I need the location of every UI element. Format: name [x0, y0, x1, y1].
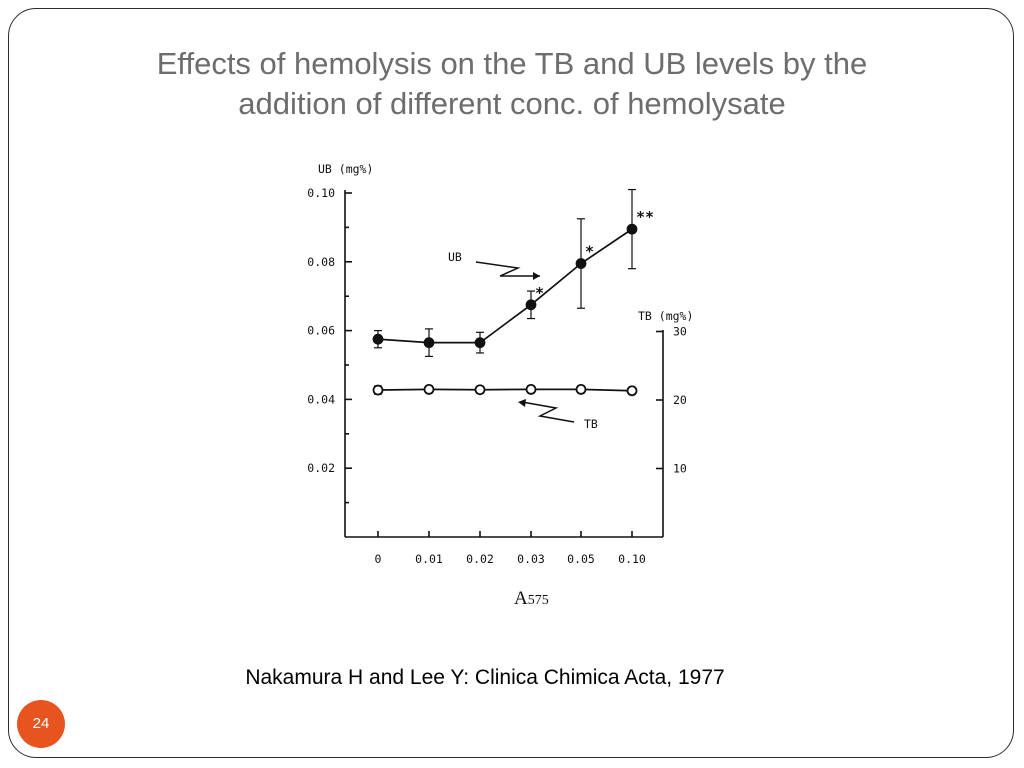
y-right-tick-label: 30	[673, 324, 687, 339]
y-left-tick-label: 0.04	[307, 392, 335, 407]
series-tb-point	[577, 385, 586, 394]
x-tick-label: 0.02	[466, 552, 494, 566]
series-ub-point	[425, 338, 434, 347]
series-tb-line	[378, 389, 632, 390]
x-tick-label: 0.10	[618, 552, 646, 566]
chart-series	[374, 190, 637, 396]
x-axis-label-main: A	[514, 588, 528, 609]
x-axis-label	[514, 588, 549, 609]
x-tick-label: 0.03	[517, 552, 545, 566]
x-axis-label-sub: 575	[527, 593, 549, 608]
y-right-tick-label: 10	[673, 461, 687, 476]
series-tb-point	[628, 386, 637, 395]
legend-arrowhead-ub	[533, 272, 540, 280]
legend-label-tb: TB	[584, 417, 598, 431]
legend-arrow-ub	[476, 262, 540, 276]
legend-label-ub: UB	[448, 250, 462, 264]
y-right-tick-label: 20	[673, 393, 687, 407]
chart-annotations	[448, 208, 654, 431]
series-ub-point	[374, 335, 383, 344]
y-left-tick-label: 0.08	[307, 254, 335, 269]
legend-arrowhead-tb	[518, 399, 526, 407]
series-ub-point	[476, 338, 485, 347]
slide-title-line-1: Effects of hemolysis on the TB and UB levels by the	[156, 46, 868, 81]
legend-arrow-tb	[522, 402, 574, 422]
y-left-tick-label: 0.02	[307, 461, 335, 476]
series-tb-point	[527, 385, 536, 394]
y-left-tick-label: 0.10	[307, 186, 335, 200]
y-left-axis-label: UB (mg%)	[318, 162, 374, 176]
significance-marker: **	[636, 208, 655, 227]
y-right-axis-label: TB (mg%)	[638, 309, 694, 323]
significance-marker: *	[535, 283, 545, 302]
series-tb-point	[374, 386, 383, 395]
series-tb-point	[476, 385, 485, 394]
x-tick-label: 0.05	[567, 552, 595, 566]
series-tb-point	[425, 385, 434, 394]
x-tick-label: 0.01	[415, 552, 443, 566]
x-tick-label: 0	[374, 552, 382, 566]
y-left-tick-label: 0.06	[307, 323, 335, 338]
significance-marker: *	[585, 242, 595, 261]
page-number-badge: 24	[17, 700, 65, 748]
slide-title-line-2: addition of different conc. of hemolysate	[238, 86, 786, 121]
citation: Nakamura H and Lee Y: Clinica Chimica Acta, 1977	[245, 666, 725, 689]
